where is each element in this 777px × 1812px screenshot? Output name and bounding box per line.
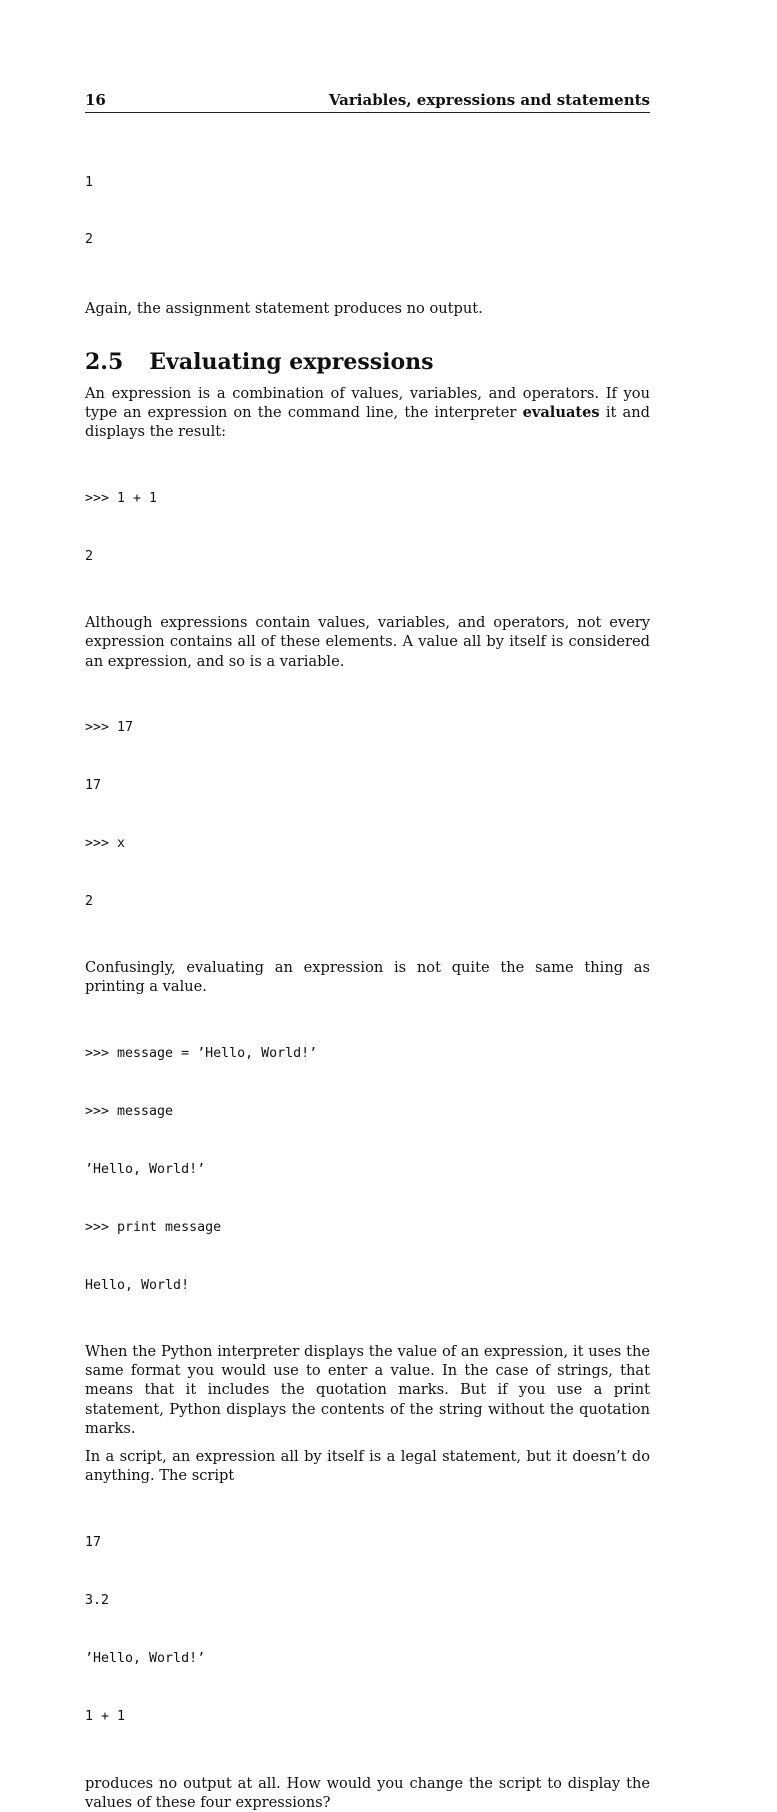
running-header: [85, 91, 650, 113]
paragraph-again: Again, the assignment statement produces no output.: [85, 300, 483, 318]
paragraph-script: In a script, an expression all by itself is a legal statement, but it doesn’t do anything. The script: [85, 1448, 650, 1485]
code-line: >>> 17: [85, 720, 134, 736]
code-line: >>> message = ’Hello, World!’: [85, 1046, 318, 1062]
code-line: 1: [85, 174, 94, 190]
chapter-title: Variables, expressions and statements: [328, 91, 650, 109]
code-line: ’Hello, World!’: [85, 1651, 206, 1667]
code-line: 3.2: [85, 1593, 110, 1609]
code-line: ’Hello, World!’: [85, 1161, 206, 1177]
paragraph-produces: produces no output at all. How would you change the script to display the values of these four expressions?: [85, 1774, 650, 1812]
code-block-values: [85, 680, 650, 950]
book-page: [85, 91, 650, 1812]
paragraph-confusingly: Confusingly, evaluating an expression is not quite the same thing as printing a value.: [85, 958, 650, 996]
code-line: 17: [85, 1535, 102, 1551]
section-heading: [85, 349, 650, 375]
code-line: >>> x: [85, 836, 126, 852]
paragraph-intro-text: An expression is a combination of values, variables, and operators. If you type an expression on the command line, the interpreter: [85, 384, 650, 421]
term-evaluates: evaluates: [522, 403, 600, 421]
paragraph-intro-text-end: it and displays the result:: [85, 403, 650, 441]
section-number: 2.5: [85, 348, 124, 375]
code-line: 2: [85, 232, 94, 248]
section-title: Evaluating expressions: [149, 348, 434, 375]
code-line: >>> print message: [85, 1219, 222, 1235]
code-block-output: [85, 134, 650, 288]
page-number: 16: [85, 91, 106, 109]
code-line: Hello, World!: [85, 1277, 190, 1293]
code-line: 2: [85, 549, 94, 565]
code-block-message: [85, 1006, 650, 1334]
code-line: 1 + 1: [85, 1708, 126, 1724]
paragraph-intro: [85, 384, 650, 442]
code-line: 2: [85, 894, 94, 910]
code-line: >>> message: [85, 1104, 174, 1120]
paragraph-when: When the Python interpreter displays the value of an expression, it uses the same format you would use to enter a value. In the case of strings, that means that it includes the quotation marks. But if you use a print statement, Python displays the contents of the string without the quotation marks.: [85, 1342, 650, 1437]
code-line: 17: [85, 778, 102, 794]
paragraph-although: Although expressions contain values, variables, and operators, not every expression contains all of these elements. A value all by itself is considered an expression, and so is a variable.: [85, 613, 650, 670]
code-line: >>> 1 + 1: [85, 491, 158, 507]
code-block-add: [85, 451, 650, 605]
code-block-script: [85, 1495, 650, 1765]
